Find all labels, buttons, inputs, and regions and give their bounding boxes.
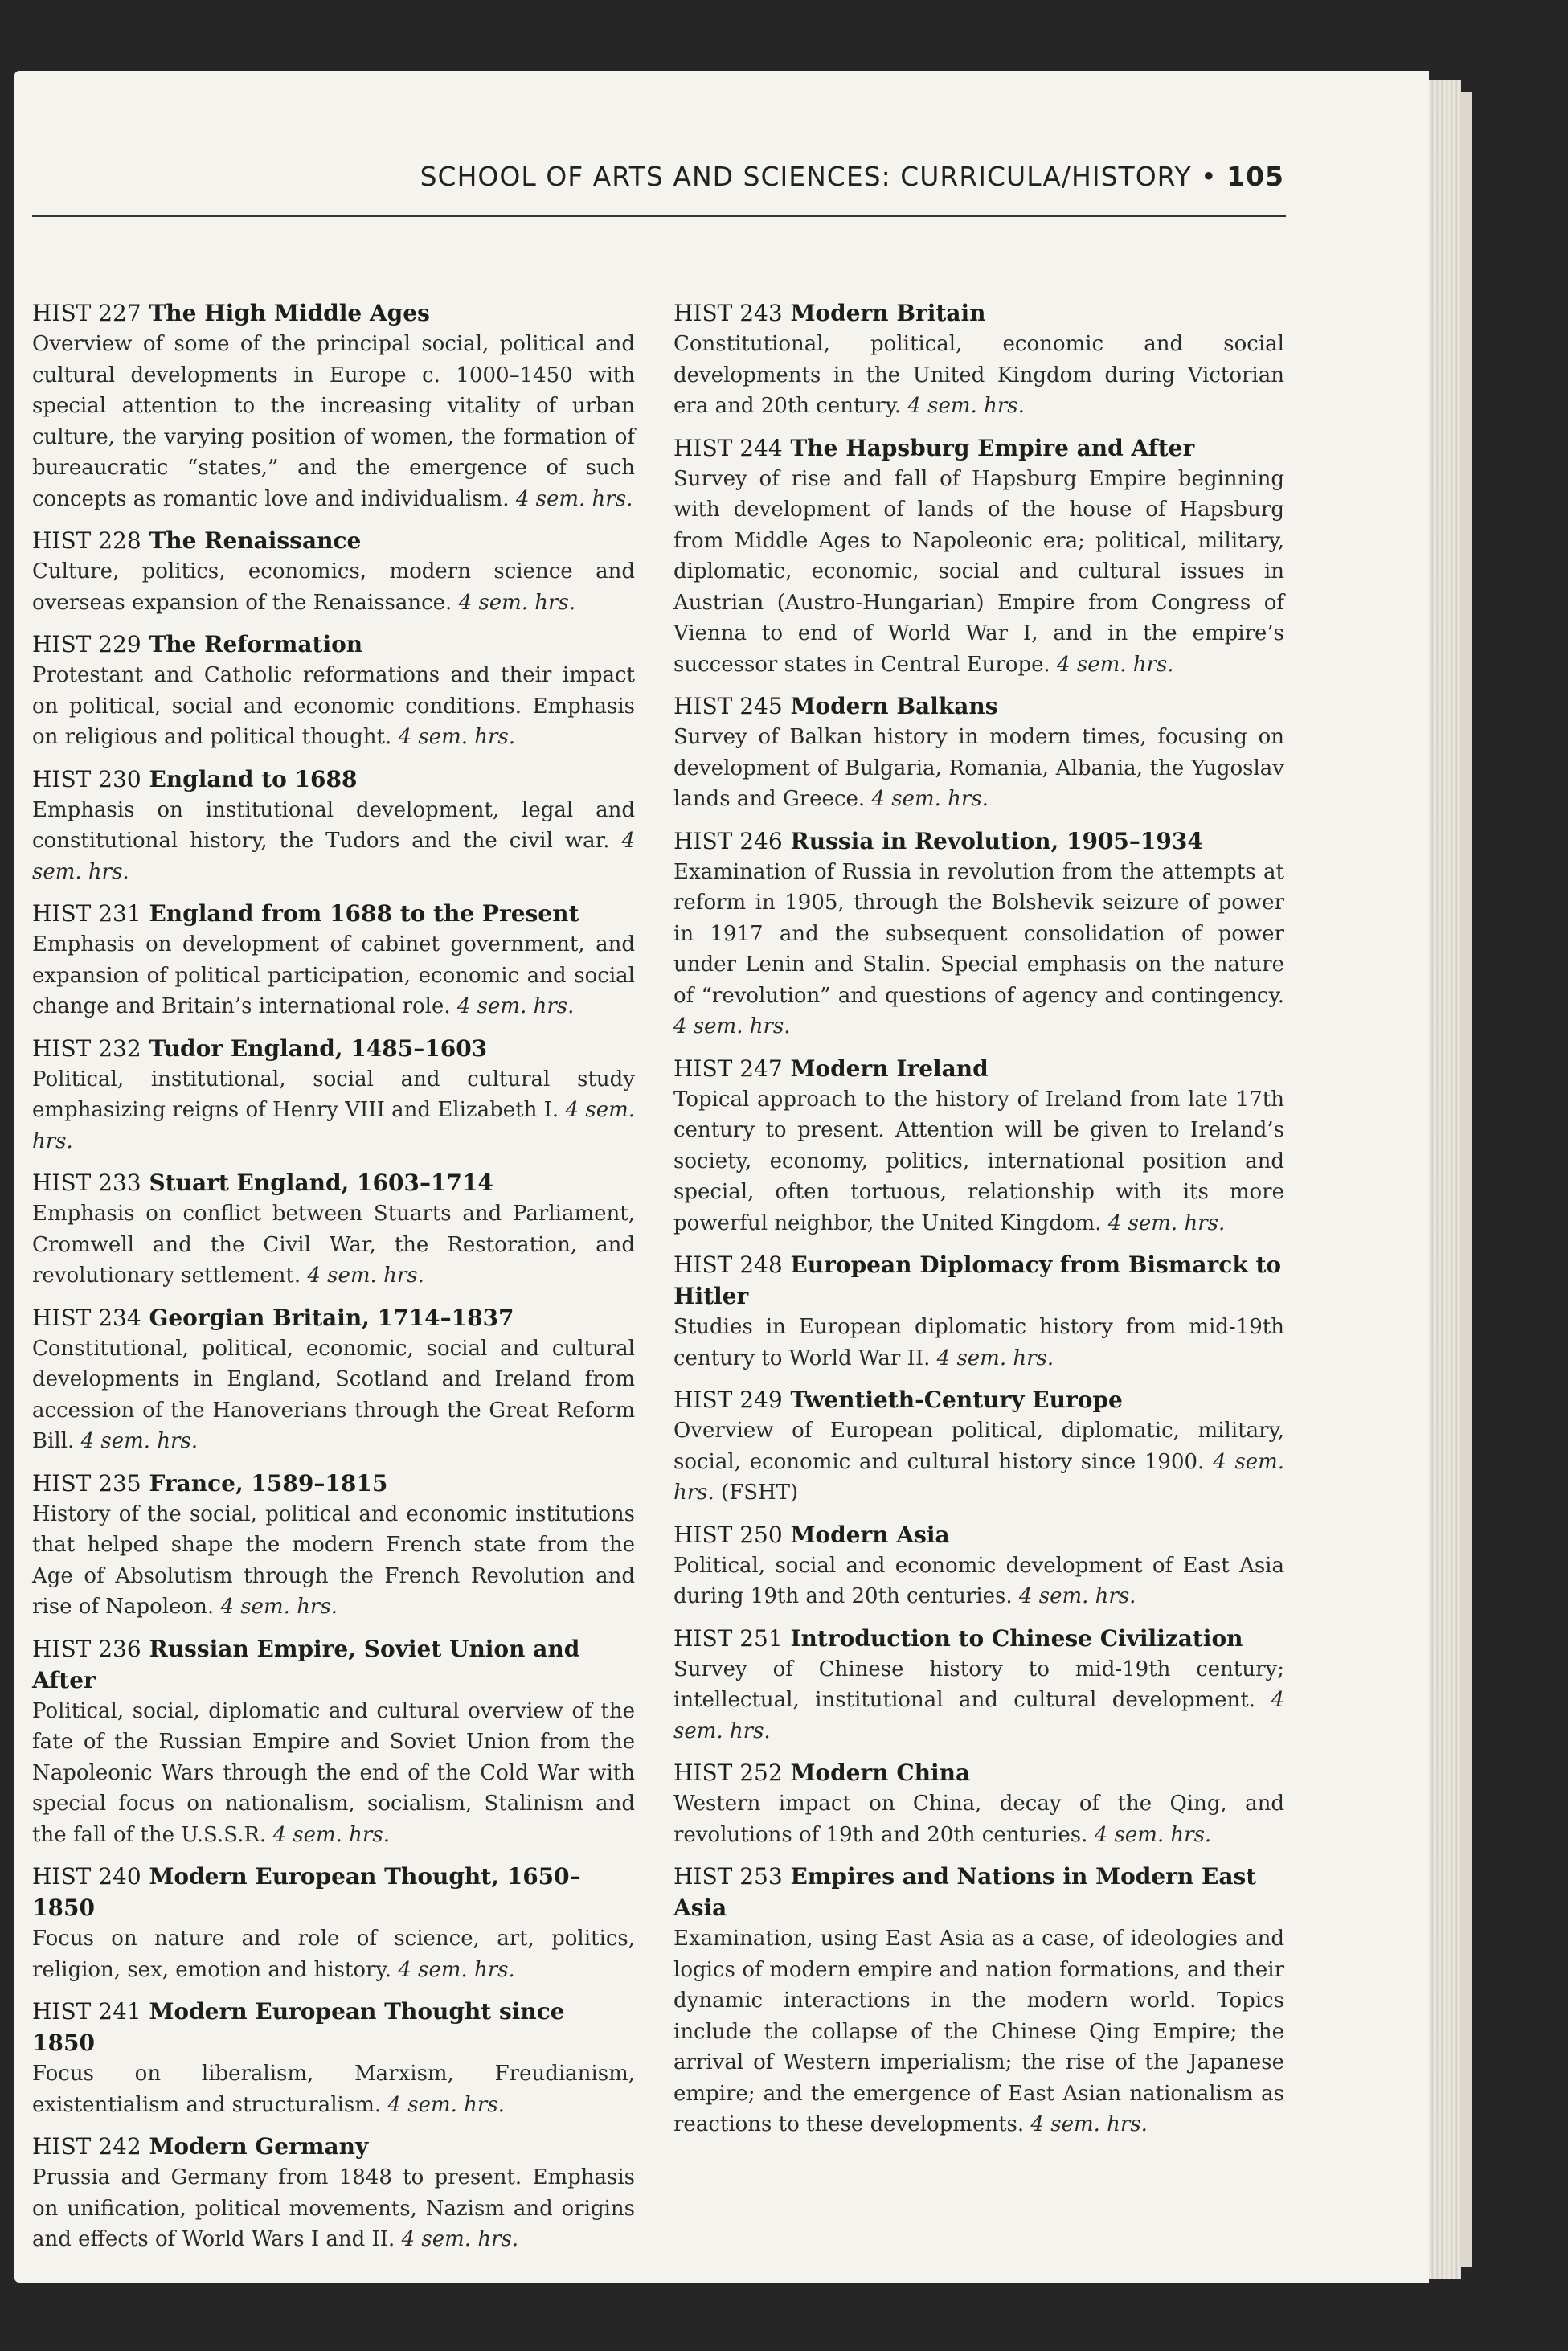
course-title — [673, 690, 1284, 722]
course-entry — [32, 1633, 635, 1851]
course-title — [673, 825, 1284, 857]
course-name: The Hapsburg Empire and After — [790, 434, 1195, 461]
course-hours: 4 sem. hrs. — [307, 1264, 424, 1288]
course-entry — [673, 1623, 1284, 1747]
course-name: Russia in Revolution, 1905–1934 — [790, 827, 1203, 854]
course-code: HIST 251 — [673, 1624, 783, 1652]
course-name: The Renaissance — [149, 527, 362, 554]
header-rule — [32, 215, 1286, 217]
course-hours: 4 sem. hrs. — [936, 1345, 1054, 1370]
course-hours: 4 sem. hrs. — [1094, 1822, 1212, 1847]
description-text: Emphasis on conflict between Stuarts and Parliament, Cromwell and the Civil War, the Restoration, and revolutionary settlement. — [32, 1202, 635, 1288]
description-text: Prussia and Germany from 1848 to present. Emphasis on unification, political movements, Nazism and origins and effects of World Wars I and II. — [32, 2165, 635, 2251]
course-name: Introduction to Chinese Civilization — [790, 1624, 1243, 1652]
course-title — [32, 1302, 635, 1333]
course-description — [673, 1550, 1284, 1612]
description-text: Topical approach to the history of Ireland from late 17th century to present. Attention will be given to Ireland’s society, economy, politics, international position and special, often tortuous, relationship with its more powerful neighbor, the United Kingdom. — [673, 1087, 1284, 1235]
course-code: HIST 240 — [32, 1863, 141, 1890]
page-edges-outer — [1461, 92, 1472, 2267]
course-hours: 4 sem. hrs. — [220, 1595, 338, 1619]
course-attribute: (FSHT) — [721, 1481, 799, 1505]
page-number: 105 — [1226, 161, 1284, 192]
course-entry — [673, 1053, 1284, 1239]
course-hours: 4 sem. hrs. — [1018, 1584, 1136, 1608]
course-title — [32, 1468, 635, 1499]
course-hours: 4 sem. hrs. — [871, 787, 989, 811]
course-entry — [32, 1996, 635, 2120]
description-text: Political, social, diplomatic and cultural overview of the fate of the Russian Empire and Soviet Union from the Napoleonic Wars through the end of the Cold War with special focus on nationalism, socialism, Stalinism and the fall of the U.S.S.R. — [32, 1698, 635, 1847]
course-code: HIST 247 — [673, 1055, 783, 1082]
course-name: Stuart England, 1603–1714 — [149, 1169, 493, 1196]
description-text: Examination of Russia in revolution from the attempts at reform in 1905, through the Bolshevik seizure of power in 1917 and the subsequent consolidation of power under Lenin and Stalin. Special emphasis on the nature of “revolution” and questions of agency and contingency. — [673, 859, 1284, 1008]
course-description — [32, 660, 635, 753]
course-hours: 4 sem. hrs. — [515, 486, 633, 511]
description-text: Political, institutional, social and cultural study emphasizing reigns of Henry VIII and Elizabeth I. — [32, 1067, 635, 1122]
course-entry — [673, 1861, 1284, 2140]
right-column — [673, 297, 1284, 2151]
course-description — [673, 1923, 1284, 2140]
course-code: HIST 232 — [32, 1034, 141, 1062]
course-description — [32, 1696, 635, 1851]
course-entry — [32, 1167, 635, 1292]
course-code: HIST 250 — [673, 1521, 783, 1548]
course-code: HIST 245 — [673, 693, 783, 719]
course-entry — [32, 1302, 635, 1457]
course-title — [673, 1861, 1284, 1923]
course-name: Tudor England, 1485–1603 — [149, 1034, 488, 1062]
description-text: History of the social, political and economic institutions that helped shape the modern French state from the Age of Absolutism through the French Revolution and rise of Napoleon. — [32, 1501, 635, 1619]
description-text: Political, social and economic development of East Asia during 19th and 20th centuries. — [673, 1553, 1284, 1608]
course-description — [673, 1415, 1284, 1509]
page-edges — [1429, 80, 1461, 2279]
course-hours: 4 sem. hrs. — [1057, 652, 1174, 677]
course-entry — [32, 898, 635, 1022]
course-hours: 4 sem. hrs. — [32, 1098, 636, 1153]
course-description — [673, 1084, 1284, 1239]
course-title — [673, 1384, 1284, 1415]
left-column — [32, 297, 635, 2266]
course-hours: 4 sem. hrs. — [32, 829, 635, 884]
course-code: HIST 233 — [32, 1169, 141, 1196]
description-text: Emphasis on development of cabinet government, and expansion of political participation, economic and social change and Britain’s international role. — [32, 932, 635, 1018]
course-title — [673, 1053, 1284, 1084]
course-code: HIST 243 — [673, 300, 783, 326]
course-name: Modern Germany — [149, 2133, 369, 2160]
course-code: HIST 241 — [32, 1998, 141, 2025]
description-text: Survey of rise and fall of Hapsburg Empire beginning with development of lands of the house of Hapsburg from Middle Ages to Napoleonic era; political, military, diplomatic, economic, social and cultural issues in Austrian (Austro-Hungarian) Empire from Congress of Vienna to end of World War I, and in the empire’s successor states in Central Europe. — [673, 466, 1284, 677]
course-entry — [673, 1757, 1284, 1850]
course-name: Twentieth-Century Europe — [790, 1386, 1123, 1413]
course-hours: 4 sem. hrs. — [458, 590, 576, 615]
course-hours: 4 sem. hrs. — [673, 1014, 791, 1038]
course-hours: 4 sem. hrs. — [1030, 2112, 1148, 2136]
course-name: Russian Empire, Soviet Union and After — [32, 1635, 580, 1694]
course-code: HIST 236 — [32, 1635, 141, 1662]
course-description — [32, 929, 635, 1022]
course-description — [32, 1499, 635, 1623]
course-code: HIST 231 — [32, 900, 141, 927]
course-description — [673, 1312, 1284, 1374]
course-description — [32, 1333, 635, 1457]
course-entry — [32, 297, 635, 514]
course-code: HIST 234 — [32, 1304, 141, 1331]
description-text: Emphasis on institutional development, legal and constitutional history, the Tudors and the civil war. — [32, 797, 635, 853]
course-code: HIST 248 — [673, 1251, 783, 1278]
course-hours: 4 sem. hrs. — [401, 2227, 519, 2251]
course-title — [673, 297, 1284, 329]
course-name: The Reformation — [149, 631, 363, 657]
course-entry — [673, 1384, 1284, 1509]
description-text: Focus on liberalism, Marxism, Freudianism, existentialism and structuralism. — [32, 2062, 635, 2117]
course-hours: 4 sem. hrs. — [1107, 1210, 1226, 1235]
course-description — [673, 1654, 1284, 1747]
course-description — [32, 1198, 635, 1292]
course-code: HIST 230 — [32, 765, 141, 793]
course-entry — [32, 1468, 635, 1623]
course-hours: 4 sem. hrs. — [398, 725, 516, 749]
running-header — [32, 161, 1284, 192]
course-entry — [32, 2131, 635, 2255]
course-title — [32, 297, 635, 329]
course-description — [32, 329, 635, 514]
course-entry — [673, 297, 1284, 422]
running-head-text: SCHOOL OF ARTS AND SCIENCES: CURRICULA/HISTORY • — [420, 161, 1218, 192]
course-title — [673, 1623, 1284, 1654]
course-description — [32, 1064, 635, 1157]
course-title — [32, 1167, 635, 1198]
course-name: European Diplomacy from Bismarck to Hitler — [673, 1251, 1282, 1309]
course-name: Modern Britain — [790, 300, 986, 326]
course-title — [32, 898, 635, 929]
description-text: Overview of European political, diplomatic, military, social, economic and cultural history since 1900. — [673, 1419, 1284, 1474]
course-hours: 4 sem. hrs. — [673, 1449, 1284, 1505]
description-text: Culture, politics, economics, modern science and overseas expansion of the Renaissance. — [32, 559, 635, 615]
course-entry — [32, 629, 635, 753]
course-hours: 4 sem. hrs. — [387, 2092, 505, 2117]
course-entry — [32, 764, 635, 888]
course-name: France, 1589–1815 — [149, 1469, 388, 1497]
course-description — [32, 1923, 635, 1985]
course-name: England to 1688 — [149, 765, 358, 793]
course-code: HIST 253 — [673, 1863, 783, 1890]
course-description — [673, 722, 1284, 815]
description-text: Overview of some of the principal social, political and cultural developments in Europe c. 1000–1450 with special attention to the increasing vitality of urban culture, the varying position of women, the formation of bureaucratic “states,” and the emergence of such concepts as romantic love and individualism. — [32, 332, 635, 511]
course-name: Modern European Thought since 1850 — [32, 1998, 565, 2056]
course-description — [673, 464, 1284, 681]
course-title — [32, 1996, 635, 2058]
course-hours: 4 sem. hrs. — [272, 1822, 390, 1847]
course-title — [32, 1033, 635, 1064]
course-title — [32, 2131, 635, 2162]
course-name: Modern Balkans — [790, 693, 998, 719]
course-hours: 4 sem. hrs. — [80, 1429, 199, 1453]
course-code: HIST 249 — [673, 1386, 783, 1413]
course-hours: 4 sem. hrs. — [456, 994, 575, 1018]
course-entry — [673, 1519, 1284, 1612]
course-name: Modern Asia — [790, 1521, 950, 1548]
course-entry — [673, 690, 1284, 815]
course-hours: 4 sem. hrs. — [398, 1957, 515, 1982]
course-code: HIST 246 — [673, 827, 783, 854]
description-text: Constitutional, political, economic, social and cultural developments in England, Scotland and Ireland from accession of the Hanoverians through the Great Reform Bill. — [32, 1336, 635, 1453]
description-text: Survey of Balkan history in modern times, focusing on development of Bulgaria, Romania, Albania, the Yugoslav lands and Greece. — [673, 725, 1284, 811]
course-name: Empires and Nations in Modern East Asia — [673, 1863, 1257, 1921]
course-title — [32, 525, 635, 556]
course-entry — [32, 525, 635, 618]
course-name: Modern European Thought, 1650–1850 — [32, 1863, 581, 1921]
description-text: Constitutional, political, economic and social developments in the United Kingdom during Victorian era and 20th century. — [673, 332, 1284, 418]
description-text: Survey of Chinese history to mid-19th century; intellectual, institutional and cultural development. — [673, 1657, 1284, 1712]
course-title — [32, 1861, 635, 1923]
course-title — [673, 432, 1284, 464]
description-text: Western impact on China, decay of the Qing, and revolutions of 19th and 20th centuries. — [673, 1792, 1284, 1847]
course-title — [673, 1249, 1284, 1312]
course-description — [673, 1788, 1284, 1850]
course-entry — [32, 1033, 635, 1157]
course-entry — [32, 1861, 635, 1985]
course-name: Georgian Britain, 1714–1837 — [149, 1304, 514, 1331]
course-description — [32, 556, 635, 618]
course-description — [673, 329, 1284, 422]
course-hours: 4 sem. hrs. — [907, 394, 1025, 418]
course-entry — [673, 825, 1284, 1042]
course-code: HIST 228 — [32, 527, 141, 554]
course-title — [673, 1757, 1284, 1788]
course-entry — [673, 1249, 1284, 1374]
course-description — [32, 2162, 635, 2255]
description-text: Focus on nature and role of science, art, politics, religion, sex, emotion and history. — [32, 1927, 635, 1982]
course-name: England from 1688 to the Present — [149, 900, 579, 927]
course-hours: 4 sem. hrs. — [673, 1688, 1284, 1743]
course-code: HIST 227 — [32, 300, 141, 326]
course-name: Modern Ireland — [790, 1055, 989, 1082]
course-name: The High Middle Ages — [149, 300, 430, 326]
course-code: HIST 252 — [673, 1759, 783, 1786]
course-code: HIST 244 — [673, 434, 783, 461]
course-title — [32, 629, 635, 660]
course-description — [32, 2058, 635, 2120]
description-text: Studies in European diplomatic history from mid-19th century to World War II. — [673, 1315, 1284, 1370]
course-description — [32, 795, 635, 888]
course-code: HIST 235 — [32, 1469, 141, 1497]
course-entry — [673, 432, 1284, 681]
description-text: Examination, using East Asia as a case, of ideologies and logics of modern empire and nation formations, and their dynamic interactions in the modern world. Topics include the collapse of the Chinese Qing Empire; the arrival of Western imperialism; the rise of the Japanese empire; and the emergence of East Asian nationalism as reactions to these developments. — [673, 1927, 1284, 2136]
course-title — [32, 764, 635, 795]
course-title — [673, 1519, 1284, 1550]
course-title — [32, 1633, 635, 1696]
course-code: HIST 229 — [32, 631, 141, 657]
description-text: Protestant and Catholic reformations and their impact on political, social and economic conditions. Emphasis on religious and political thought. — [32, 663, 635, 749]
course-code: HIST 242 — [32, 2133, 141, 2160]
course-description — [673, 857, 1284, 1042]
course-name: Modern China — [790, 1759, 971, 1786]
